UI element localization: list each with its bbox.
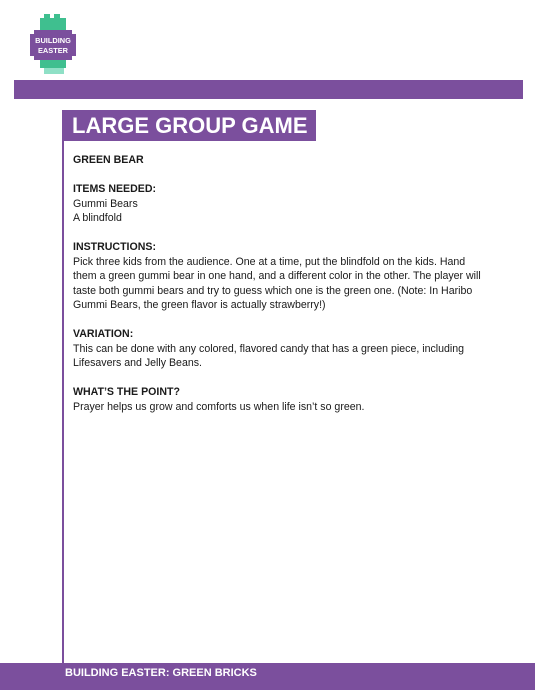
logo-line2: EASTER [38, 46, 68, 55]
items-needed-heading: ITEMS NEEDED: [73, 183, 156, 195]
game-name: GREEN BEAR [73, 154, 144, 166]
instructions-heading: INSTRUCTIONS: [73, 241, 156, 253]
footer-bar [0, 663, 535, 690]
variation-line: Lifesavers and Jelly Beans. [73, 357, 202, 369]
point-section [73, 385, 493, 414]
instructions-line: taste both gummi bears and try to guess which one is the green one. (Note: In Haribo [73, 284, 473, 297]
variation-heading: VARIATION: [73, 328, 134, 340]
instructions-section [73, 240, 493, 313]
footer-text: BUILDING EASTER: GREEN BRICKS [65, 667, 257, 679]
item: A blindfold [73, 212, 122, 224]
item: Gummi Bears [73, 197, 138, 210]
left-accent-line [62, 110, 64, 666]
instructions-line: them a green gummi bear in one hand, and a different color in the other. The player will [73, 270, 481, 282]
header-bar [14, 80, 523, 99]
instructions-line: Pick three kids from the audience. One at a time, put the blindfold on the kids. Hand [73, 255, 466, 268]
instructions-line: Gummi Bears, the green flavor is actually strawberry!) [73, 299, 326, 311]
point-text: Prayer helps us grow and comforts us when life isn’t so green. [73, 400, 365, 413]
logo-line1: BUILDING [35, 36, 71, 45]
variation-section [73, 327, 493, 371]
game-content [73, 153, 493, 429]
variation-line: This can be done with any colored, flavored candy that has a green piece, including [73, 342, 465, 355]
page-title: LARGE GROUP GAME [64, 110, 316, 141]
items-needed-section [73, 182, 493, 226]
building-easter-logo [30, 14, 76, 74]
point-heading: WHAT’S THE POINT? [73, 386, 180, 398]
